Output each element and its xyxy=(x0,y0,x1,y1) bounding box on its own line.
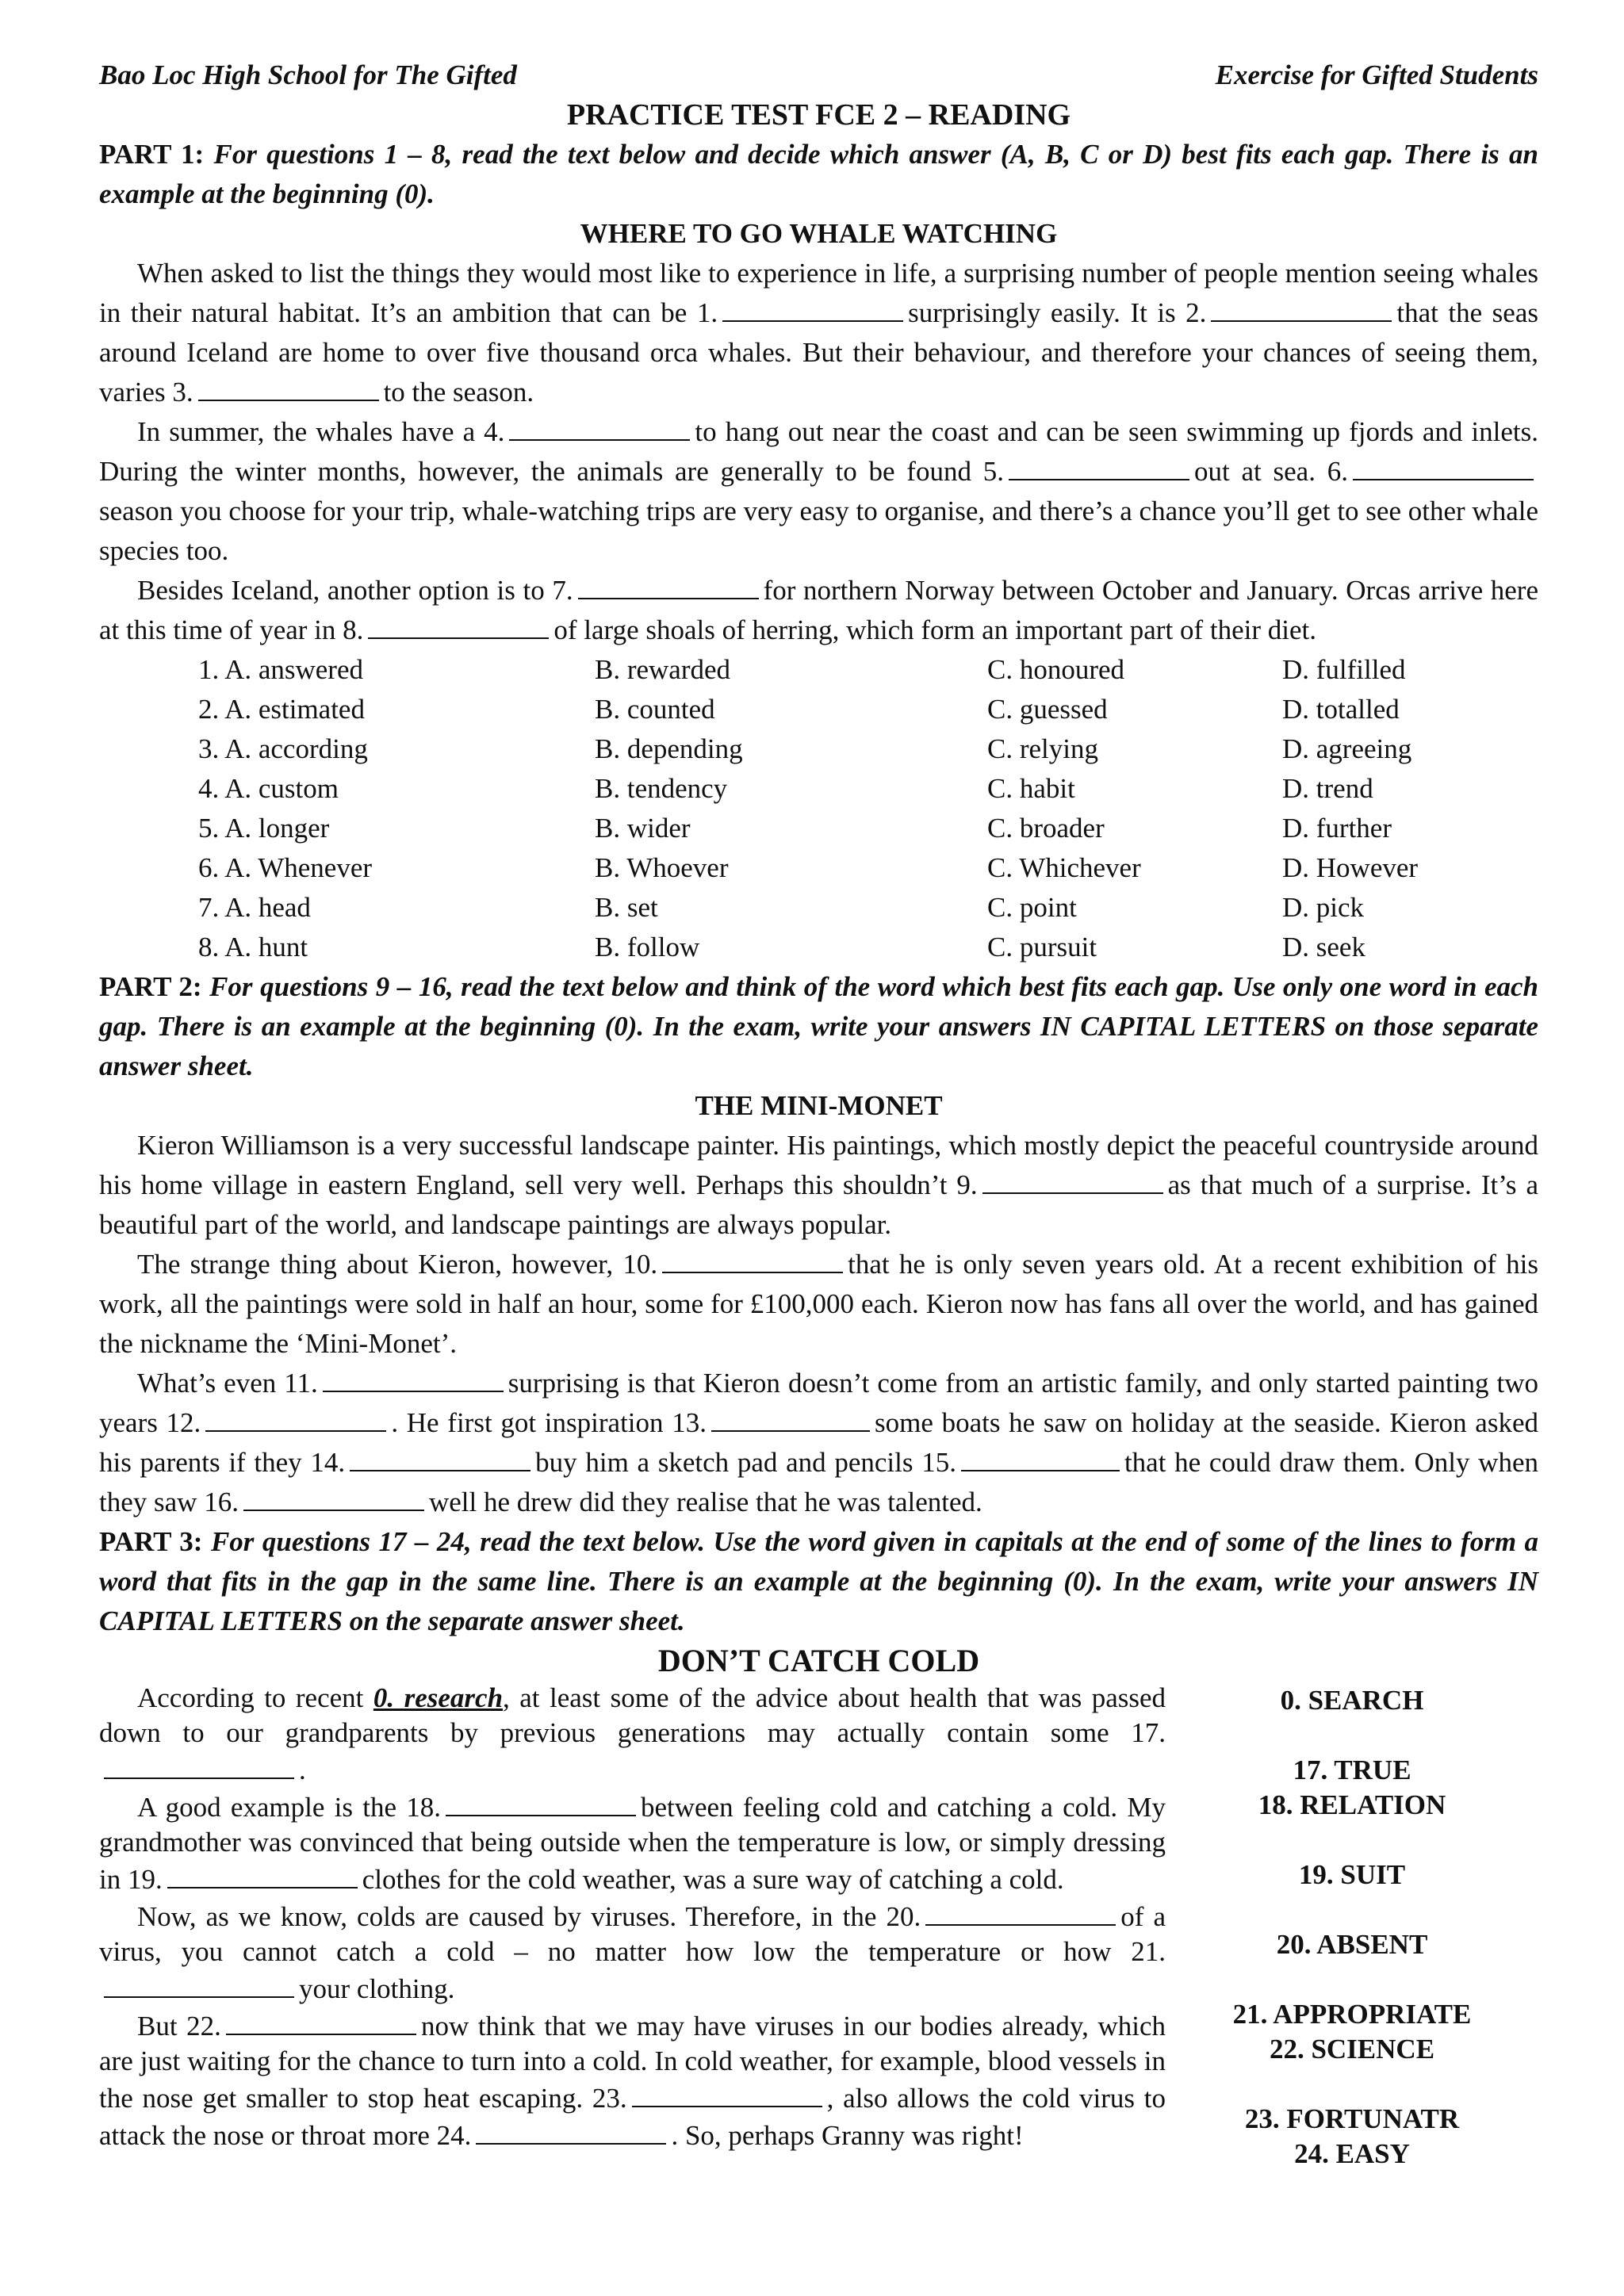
part3-label: PART 3: xyxy=(99,1526,203,1557)
option-a[interactable]: 2. A. estimated xyxy=(198,694,365,725)
gap-17[interactable] xyxy=(104,1751,294,1779)
text-segment: that the seas around Iceland are home to over five thousand orca whales. But their behaviour, and therefore your chances of seeing them, varies 3. xyxy=(99,297,1538,408)
gap-3[interactable] xyxy=(198,373,379,401)
stem-word: 22. SCIENCE xyxy=(1269,2034,1435,2064)
option-row xyxy=(198,928,1538,967)
text-segment: According to recent xyxy=(137,1682,364,1713)
gap-15[interactable] xyxy=(961,1443,1120,1471)
option-c[interactable]: C. Whichever xyxy=(987,852,1141,883)
part1-paragraph-3 xyxy=(99,571,1538,650)
option-d[interactable]: D. seek xyxy=(1282,932,1365,962)
text-segment: that he is only seven years old. At a recent exhibition of his work, all the paintings were sold in half an hour, some for £100,000 each. Kieron now has fans all over the world, and has gained the nickname the ‘Mini-Monet’. xyxy=(99,1249,1538,1359)
text-segment: to hang out near the coast and can be seen swimming up fjords and inlets. During the winter months, however, the animals are generally to be found 5. xyxy=(99,416,1538,487)
text-segment: as that much of a surprise. It’s a beautiful part of the world, and landscape paintings are always popular. xyxy=(99,1169,1538,1240)
part3-text xyxy=(99,1681,1166,2153)
option-c[interactable]: C. point xyxy=(987,892,1077,923)
option-b[interactable]: B. Whoever xyxy=(595,852,729,883)
option-c[interactable]: C. pursuit xyxy=(987,932,1097,962)
option-d[interactable]: D. totalled xyxy=(1282,694,1400,725)
text-segment: buy him a sketch pad and pencils 15. xyxy=(535,1447,956,1478)
text-segment: season you choose for your trip, whale-watching trips are very easy to organise, and there’s a chance you’ll get to see other whale species too. xyxy=(99,496,1538,566)
option-d[interactable]: D. trend xyxy=(1282,773,1373,804)
text-segment: . He first got inspiration 13. xyxy=(391,1407,707,1438)
option-b[interactable]: B. rewarded xyxy=(595,654,731,685)
option-b[interactable]: B. set xyxy=(595,892,658,923)
gap-5[interactable] xyxy=(1009,452,1189,480)
part1-options xyxy=(198,650,1538,967)
gap-19[interactable] xyxy=(167,1860,358,1888)
option-b[interactable]: B. wider xyxy=(595,813,691,844)
stem-word: 20. ABSENT xyxy=(1276,1929,1428,1960)
option-d[interactable]: D. pick xyxy=(1282,892,1365,923)
option-a[interactable]: 5. A. longer xyxy=(198,813,330,844)
gap-22[interactable] xyxy=(226,2007,416,2035)
course-name: Exercise for Gifted Students xyxy=(1215,59,1538,90)
option-a[interactable]: 7. A. head xyxy=(198,892,311,923)
text-segment: When asked to list the things they would most like to experience in life, a surprising number of people mention seeing whales in their natural habitat. It’s an ambition that can be 1. xyxy=(99,258,1538,328)
text-segment: to the season. xyxy=(383,377,534,408)
text-segment: now think that we may have viruses in our bodies already, which are just waiting for the chance to turn into a cold. In cold weather, for example, blood vessels in the nose get smaller to stop heat escaping. 23. xyxy=(99,2011,1166,2114)
text-segment: out at sea. 6. xyxy=(1194,456,1348,487)
school-name: Bao Loc High School for The Gifted xyxy=(99,59,517,90)
text-segment: for northern Norway between October and January. Orcas arrive here at this time of year in 8. xyxy=(99,575,1538,645)
gap-18[interactable] xyxy=(446,1788,636,1816)
text-segment: Kieron Williamson is a very successful landscape painter. His paintings, which mostly depict the peaceful countryside around his home village in eastern England, sell very well. Perhaps this shouldn’t 9. xyxy=(99,1130,1538,1200)
option-c[interactable]: C. guessed xyxy=(987,694,1108,725)
stem-words xyxy=(1166,1681,1538,2169)
option-row xyxy=(198,650,1538,690)
stem-word: 17. TRUE xyxy=(1293,1755,1411,1785)
option-b[interactable]: B. counted xyxy=(595,694,715,725)
gap-2[interactable] xyxy=(1211,293,1392,322)
gap-11[interactable] xyxy=(323,1364,504,1392)
stem-word: 19. SUIT xyxy=(1298,1859,1406,1890)
stem-word: 18. RELATION xyxy=(1258,1789,1446,1820)
text-segment: Besides Iceland, another option is to 7. xyxy=(137,575,573,606)
part2-paragraph-2 xyxy=(99,1245,1538,1364)
text-segment: But 22. xyxy=(137,2011,221,2042)
part3-title: DON’T CATCH COLD xyxy=(657,1643,980,1678)
option-c[interactable]: C. broader xyxy=(987,813,1105,844)
text-segment: clothes for the cold weather, was a sure way of catching a cold. xyxy=(362,1864,1064,1895)
option-row xyxy=(198,809,1538,848)
option-d[interactable]: D. However xyxy=(1282,852,1419,883)
test-title: PRACTICE TEST FCE 2 – READING xyxy=(566,98,1071,132)
text-segment: In summer, the whales have a 4. xyxy=(137,416,505,447)
part2-paragraph-1 xyxy=(99,1126,1538,1245)
option-b[interactable]: B. follow xyxy=(595,932,700,962)
text-segment: . xyxy=(299,1755,306,1785)
text-segment: Now, as we know, colds are caused by viruses. Therefore, in the 20. xyxy=(137,1901,921,1932)
part3-paragraph-2 xyxy=(99,1788,1166,1897)
stem-word: 21. APPROPRIATE xyxy=(1232,1999,1472,2030)
part2-label: PART 2: xyxy=(99,971,202,1002)
text-segment: The strange thing about Kieron, however, 10. xyxy=(137,1249,658,1280)
part2-instruction-text: For questions 9 – 16, read the text below and think of the word which best fits each gap. Use only one word in each gap. There is an example at the beginning (0). In the exam, write your answers IN CAPITAL LETTERS on those separate answer sheet. xyxy=(99,971,1538,1081)
gap-20[interactable] xyxy=(925,1897,1116,1926)
text-segment: A good example is the 18. xyxy=(137,1792,441,1823)
part3-paragraph-1 xyxy=(99,1681,1166,1788)
option-c[interactable]: C. relying xyxy=(987,733,1098,764)
text-segment: well he drew did they realise that he was talented. xyxy=(428,1487,982,1517)
page-header xyxy=(99,55,1538,95)
gap-4[interactable] xyxy=(509,412,690,441)
gap-14[interactable] xyxy=(350,1443,530,1471)
gap-10[interactable] xyxy=(662,1245,843,1273)
text-segment: surprising is that Kieron doesn’t come from an artistic family, and only started painting two years 12. xyxy=(99,1368,1538,1438)
part3-paragraph-3 xyxy=(99,1897,1166,2007)
gap-6[interactable] xyxy=(1353,452,1534,480)
text-segment: , at least some of the advice about health that was passed down to our grandparents by previous generations may actually contain some 17. xyxy=(99,1682,1166,1748)
text-segment: , also allows the cold virus to attack the nose or throat more 24. xyxy=(99,2083,1166,2151)
part1-instruction-text: For questions 1 – 8, read the text below and decide which answer (A, B, C or D) best fits each gap. There is an example at the beginning (0). xyxy=(99,139,1538,209)
part2-paragraph-3 xyxy=(99,1364,1538,1522)
stem-word: 0. SEARCH xyxy=(1280,1685,1424,1716)
part3-instruction-text: For questions 17 – 24, read the text below. Use the word given in capitals at the end of some of the lines to form a word that fits in the gap in the same line. There is an example at the beginning (0). In the exam, write your answers IN CAPITAL LETTERS on the separate answer sheet. xyxy=(99,1526,1539,1636)
part3-paragraph-4 xyxy=(99,2007,1166,2153)
part2-instruction xyxy=(99,967,1538,1086)
gap-13[interactable] xyxy=(711,1403,870,1432)
option-b[interactable]: B. depending xyxy=(595,733,743,764)
option-row xyxy=(198,690,1538,729)
option-row xyxy=(198,888,1538,928)
gap-21[interactable] xyxy=(104,1969,294,1998)
worksheet xyxy=(99,55,1539,2169)
part1-instruction xyxy=(99,135,1538,214)
part1-label: PART 1: xyxy=(99,139,205,170)
option-b[interactable]: B. tendency xyxy=(595,773,728,804)
text-segment: your clothing. xyxy=(299,1973,455,2004)
stem-word: 24. EASY xyxy=(1294,2138,1410,2169)
option-c[interactable]: C. honoured xyxy=(987,654,1125,685)
gap-16[interactable] xyxy=(243,1483,424,1511)
gap-7[interactable] xyxy=(578,571,759,599)
text-segment: of large shoals of herring, which form an important part of their diet. xyxy=(553,614,1316,645)
part1-paragraph-2 xyxy=(99,412,1538,571)
option-row xyxy=(198,729,1538,769)
gap-8[interactable] xyxy=(368,610,549,639)
part1-paragraph-1 xyxy=(99,254,1538,412)
part3-instruction xyxy=(99,1522,1538,1641)
text-segment: of a virus, you cannot catch a cold – no matter how low the temperature or how 21. xyxy=(99,1901,1166,1967)
text-segment: between feeling cold and catching a cold. My grandmother was convinced that being outside when the temperature is low, or simply dressing in 19. xyxy=(99,1792,1166,1895)
option-a[interactable]: 3. A. according xyxy=(198,733,368,764)
option-d[interactable]: D. fulfilled xyxy=(1282,654,1406,685)
text-segment: surprisingly easily. It is 2. xyxy=(908,297,1207,328)
option-a[interactable]: 8. A. hunt xyxy=(198,932,308,962)
part2-title: THE MINI-MONET xyxy=(695,1090,943,1121)
text-segment: that he could draw them. Only when they saw 16. xyxy=(99,1447,1538,1517)
part1-title: WHERE TO GO WHALE WATCHING xyxy=(580,218,1058,249)
part3-body xyxy=(99,1681,1538,2169)
option-d[interactable]: D. agreeing xyxy=(1282,733,1412,764)
option-row xyxy=(198,848,1538,888)
gap-23[interactable] xyxy=(632,2079,822,2107)
option-row xyxy=(198,769,1538,809)
text-segment: What’s even 11. xyxy=(137,1368,318,1399)
stem-word: 23. FORTUNATR xyxy=(1244,2103,1460,2134)
option-c[interactable]: C. habit xyxy=(987,773,1075,804)
gap-1[interactable] xyxy=(722,293,903,322)
gap-24[interactable] xyxy=(476,2116,666,2145)
text-segment: . So, perhaps Granny was right! xyxy=(671,2120,1024,2151)
example-answer: 0. research xyxy=(373,1682,504,1713)
gap-9[interactable] xyxy=(982,1165,1163,1194)
option-a[interactable]: 1. A. answered xyxy=(198,654,364,685)
option-a[interactable]: 4. A. custom xyxy=(198,773,339,804)
option-a[interactable]: 6. A. Whenever xyxy=(198,852,373,883)
text-segment: some boats he saw on holiday at the seaside. Kieron asked his parents if they 14. xyxy=(99,1407,1538,1478)
option-d[interactable]: D. further xyxy=(1282,813,1392,844)
gap-12[interactable] xyxy=(205,1403,386,1432)
